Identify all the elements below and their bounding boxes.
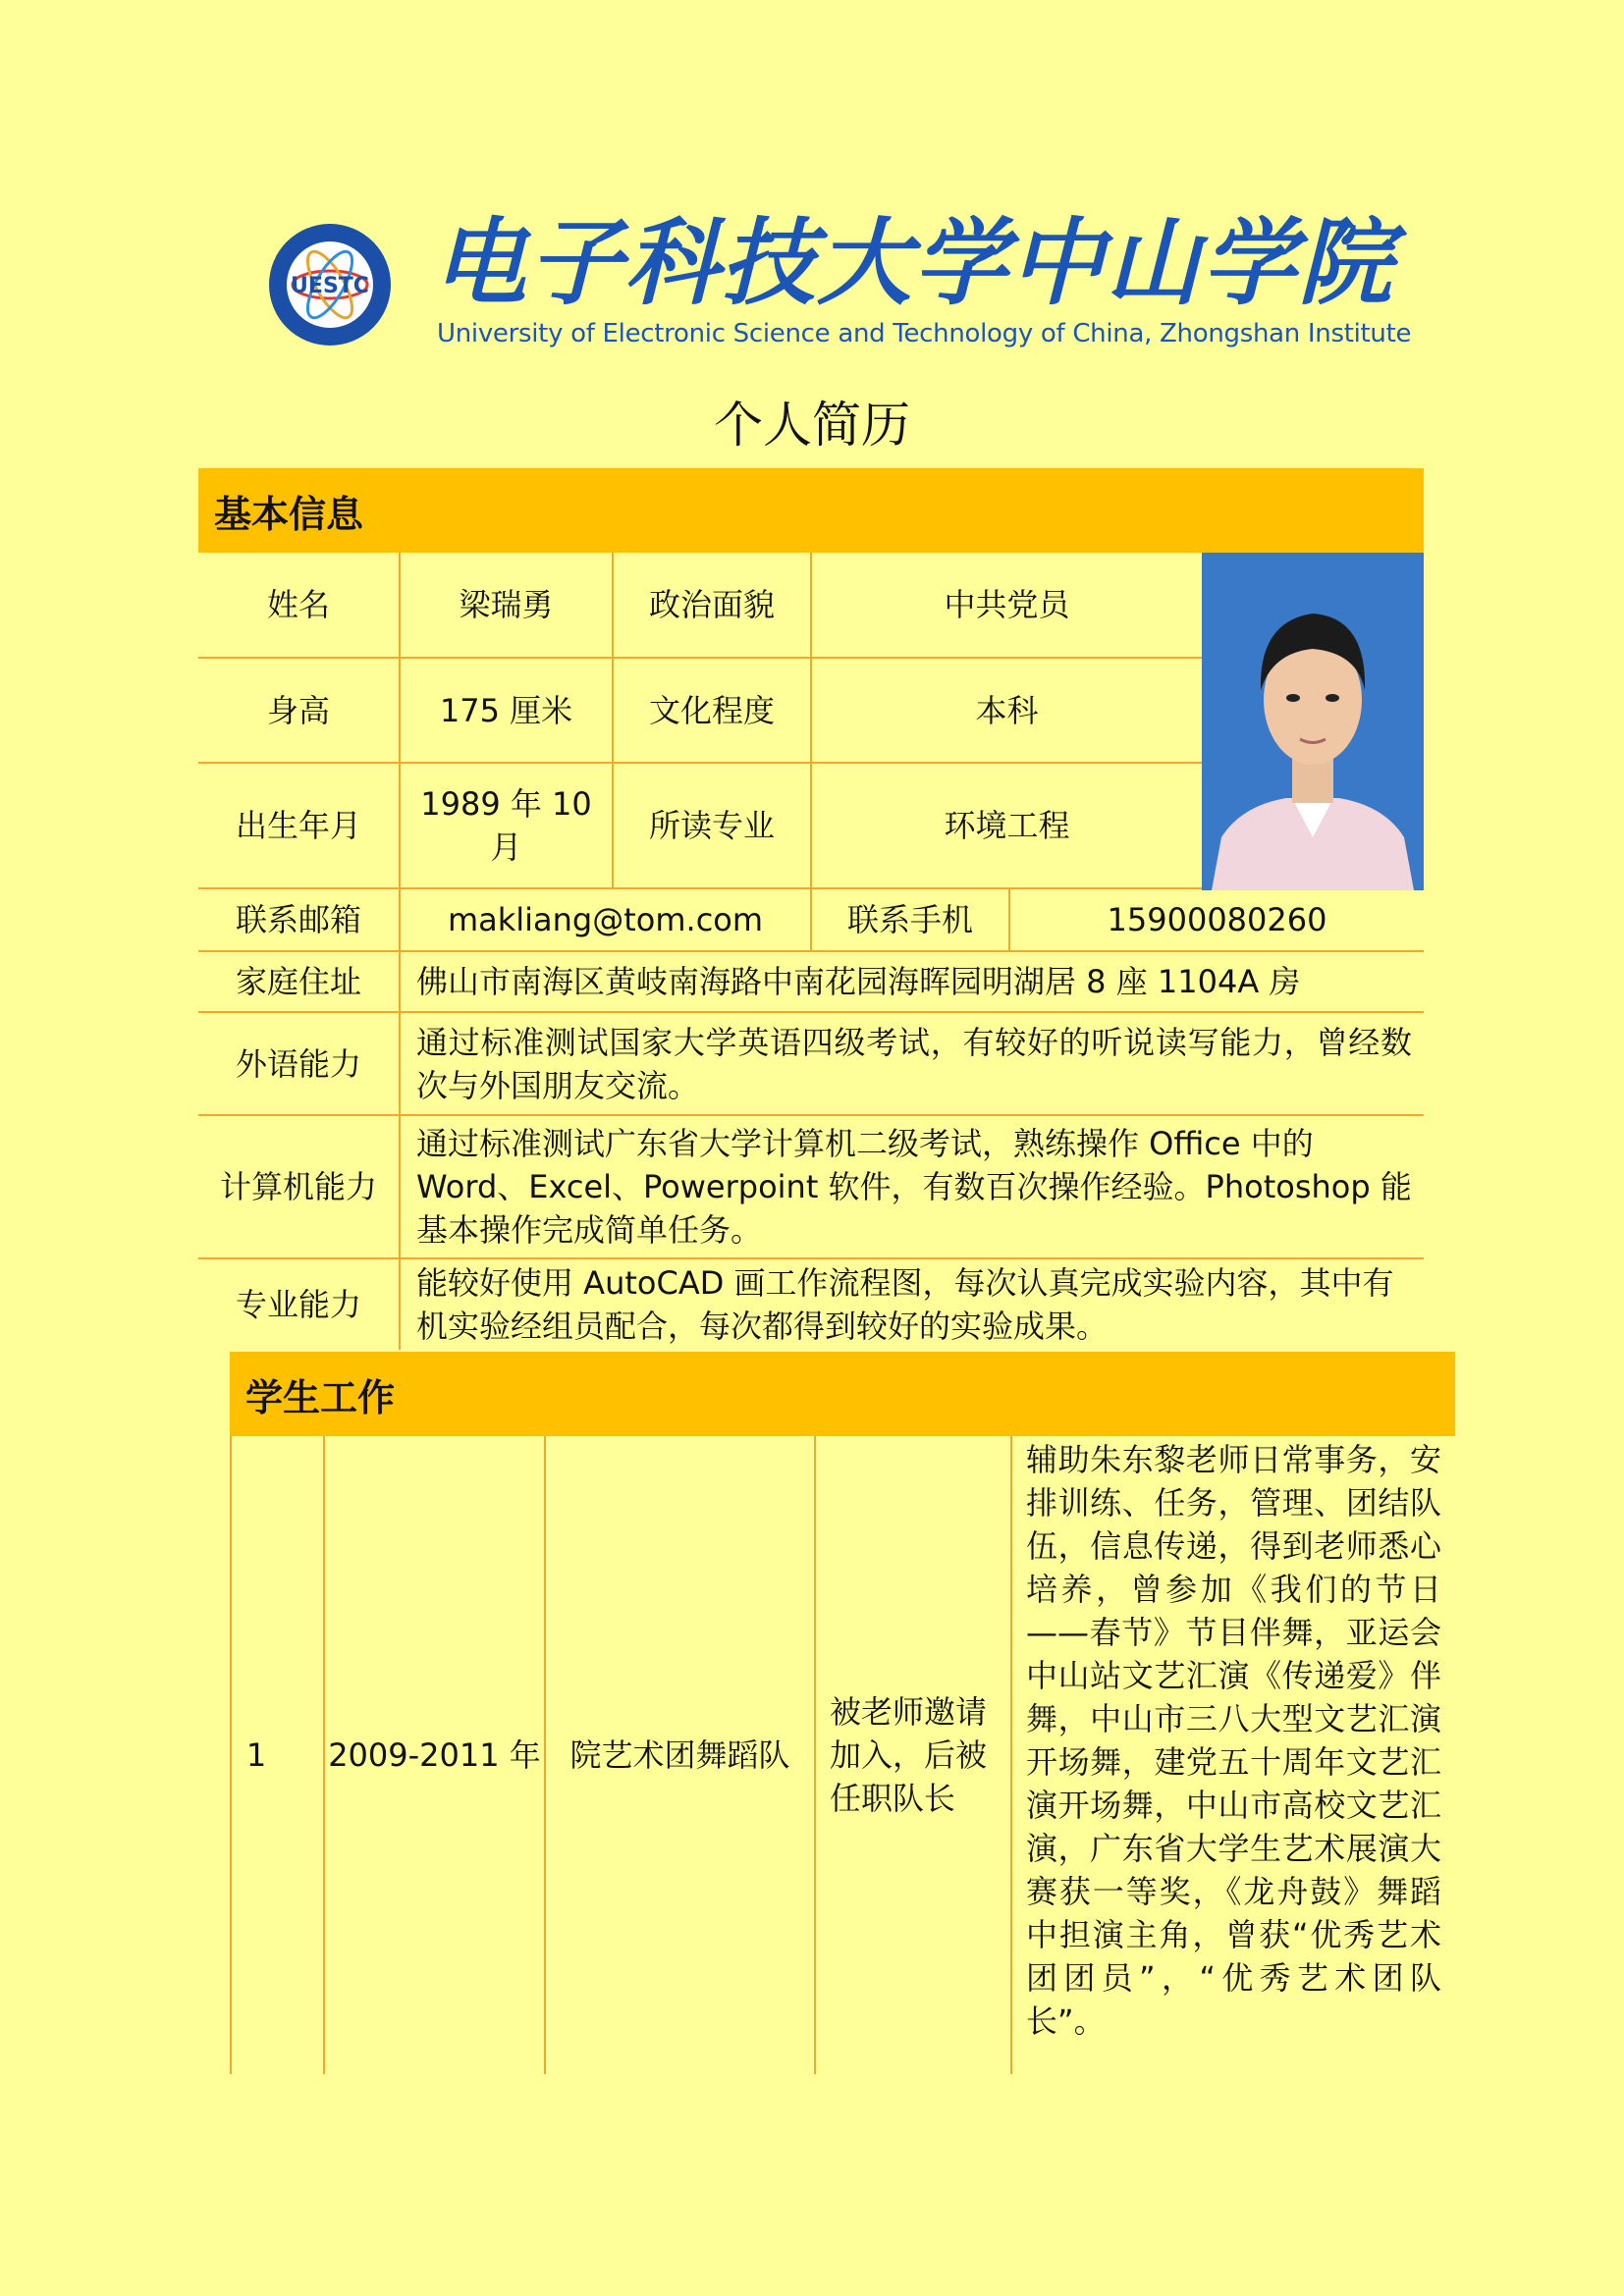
work-row-index: 1	[245, 1736, 267, 1774]
logo-chinese-name: 电子科技大学中山学院	[432, 207, 1394, 318]
logo-english-name: University of Electronic Science and Technology of China, Zhongshan Institute	[437, 319, 1412, 348]
phone-label: 联系手机	[846, 901, 973, 938]
computer-label: 计算机能力	[219, 1168, 377, 1205]
section-student-work-title: 学生工作	[245, 1375, 396, 1419]
section-basic-info-title: 基本信息	[214, 492, 364, 536]
address-label: 家庭住址	[235, 963, 361, 1000]
major-value: 环境工程	[944, 807, 1070, 844]
education-label: 文化程度	[648, 691, 775, 729]
computer-value	[401, 1116, 1424, 1257]
work-row-role-text: 被老师邀请加入，后被任职队长	[830, 1693, 988, 1817]
political-label: 政治面貌	[648, 586, 775, 623]
language-value	[401, 1013, 1424, 1114]
professional-value	[401, 1259, 1424, 1350]
work-row-role	[816, 1436, 1010, 2074]
work-row-organization: 院艺术团舞蹈队	[569, 1736, 790, 1774]
university-seal-logo	[267, 221, 393, 348]
height-label: 身高	[266, 691, 330, 729]
education-value: 本科	[975, 691, 1039, 729]
height-value: 175 厘米	[439, 691, 573, 729]
work-row-period: 2009-2011 年	[328, 1736, 541, 1774]
section-basic-info-header	[198, 468, 1424, 553]
profile-photo	[1202, 553, 1424, 890]
birth-value-text: 1989 年 10 月	[420, 785, 592, 866]
language-label: 外语能力	[235, 1044, 361, 1083]
professional-value-text: 能较好使用 AutoCAD 画工作流程图，每次认真完成实验内容，其中有机实验经组员配合，每次都得到较好的实验成果。	[416, 1264, 1394, 1345]
computer-value-text: 通过标准测试广东省大学计算机二级考试，熟练操作 Office 中的 Word、Excel、Powerpoint 软件，有数百次操作经验。Photoshop 能基本操作完成简单任务。	[416, 1125, 1412, 1249]
page-title: 个人简历	[714, 397, 910, 454]
major-label: 所读专业	[648, 807, 775, 844]
address-value: 佛山市南海区黄岐南海路中南花园海晖园明湖居 8 座 1104A 房	[416, 963, 1301, 1000]
birth-label: 出生年月	[235, 807, 361, 844]
work-row-description	[1012, 1436, 1455, 2074]
language-value-text: 通过标准测试国家大学英语四级考试，有较好的听说读写能力，曾经数次与外国朋友交流。	[416, 1023, 1412, 1104]
phone-value: 15900080260	[1107, 901, 1327, 938]
name-value: 梁瑞勇	[459, 586, 554, 623]
seal-text: UESTC	[291, 274, 369, 298]
email-label: 联系邮箱	[235, 901, 361, 938]
name-label: 姓名	[266, 586, 330, 623]
email-value: makliang@tom.com	[447, 901, 764, 938]
professional-label: 专业能力	[235, 1286, 361, 1323]
political-value: 中共党员	[944, 586, 1070, 623]
birth-value	[410, 764, 602, 887]
work-row-description-text: 辅助朱东黎老师日常事务，安排训练、任务，管理、团结队伍，信息传递，得到老师悉心培养，曾参加《我们的节日——春节》节目伴舞，亚运会中山站文艺汇演《传递爱》伴舞，中山市三八大型文艺汇演开场舞，建党五十周年文艺汇演开场舞，中山市高校文艺汇演，广东省大学生艺术展演大赛获一等奖，《龙舟鼓》舞蹈中担演主角，曾获“优秀艺术团团员”，“优秀艺术团队长”。	[1026, 1441, 1441, 2040]
section-student-work-header	[230, 1352, 1455, 1436]
